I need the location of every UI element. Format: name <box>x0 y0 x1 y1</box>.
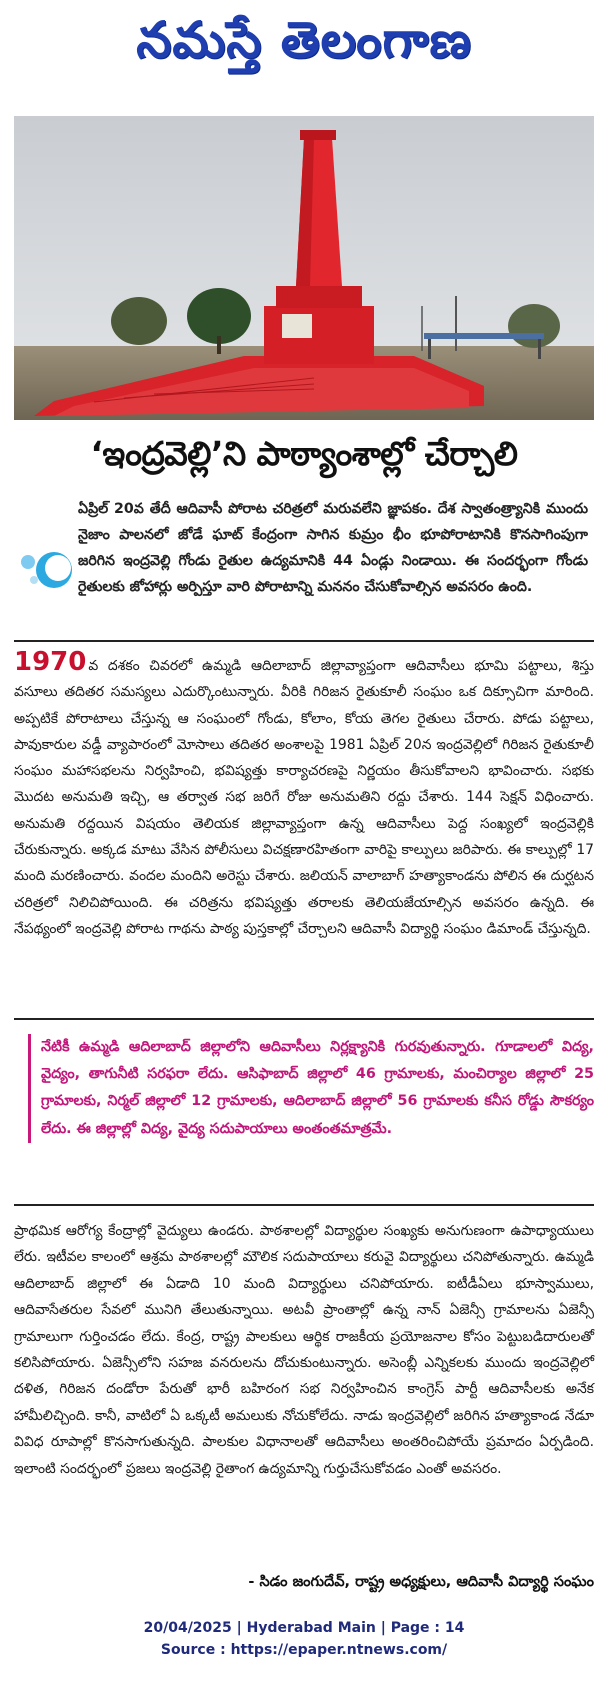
source-link[interactable]: Source : https://epaper.ntnews.com/ <box>160 1642 448 1658</box>
section-divider <box>14 640 594 642</box>
pull-quote <box>28 1034 594 1143</box>
body1-text: వ దశకం చివరలో ఉమ్మడి ఆదిలాబాద్ జిల్లావ్యాప్తంగా ఆదివాసీలు భూమి పట్టాలు, శిస్తు వసూలు తదితర సమస్యలు ఎదుర్కొంటున్నారు. వీరికి గిరిజన రైతుకూలీ సంఘం ఒక దిక్సూచిగా మారింది. అప్పటికే పోరాటాలు చేస్తున్న ఆ సంఘంలో గోండు, కోలాం, కోయ తెగల రైతులు చేరారు. పోడు పట్టాలు, పావుకారుల వడ్డీ వ్యాపారంలో మోసాలు తదితర అంశాలపై 1981 ఏప్రిల్ 20న ఇంద్రవెల్లిలో గిరిజన రైతుకూలీ సంఘం మహాసభలను నిర్వహించి, భవిష్యత్తు కార్యాచరణపై నిర్ణయం తీసుకోవాలని భావించారు. సభకు మొదట అనుమతి ఇచ్చి, ఆ తర్వాత సభ జరిగే రోజు అనుమతిని రద్దు చేశారు. 144 సెక్షన్ విధించారు. అనుమతి రద్దయిన విషయం తెలియక జిల్లావ్యాప్తంగా ఉన్న ఆదివాసీలు పెద్ద సంఖ్యలో ఇంద్రవెల్లికి చేరుకున్నారు. అక్కడ మాటు వేసిన పోలీసులు విచక్షణారహితంగా వారిపై కాల్పులు జరిపారు. ఈ కాల్పుల్లో 17 మంది మరణించారు. వందల మందిని అరెస్టు చేశారు. జలియన్ వాలాబాగ్ హత్యాకాండను పోలిన ఈ దుర్ఘటన చరిత్రలో నిలిచిపోయింది. ఈ చరిత్రను భవిష్యత్తు తరాలకు తెలియజేయాల్సిన అవసరం ఉన్నది. ఈ నేపథ్యంలో ఇంద్రవెల్లి పోరాట గాథను పాఠ్య పుస్తకాల్లో చేర్చాలని ఆదివాసీ విద్యార్థి సంఘం డిమాండ్ చేస్తున్నది. <box>14 658 594 937</box>
decorative-bubbles-icon <box>14 540 74 596</box>
masthead-title: నమస్తే తెలంగాణ <box>136 10 472 69</box>
article-photo <box>14 116 594 420</box>
author-byline: - సిడం జంగుదేవ్, రాష్ట్ర అధ్యక్షులు, ఆదివాసీ విద్యార్థి సంఘం <box>248 1574 594 1590</box>
intro-text: ఏప్రిల్ 20వ తేదీ ఆదివాసీ పోరాట చరిత్రలో మరువలేని జ్ఞాపకం. దేశ స్వాతంత్ర్యానికి ముందు నైజాం పాలనలో జోడే ఘాట్ కేంద్రంగా సాగిన కుమ్రం భీం భూపోరాటానికి కొనసాగింపుగా జరిగిన ఇంద్రవెల్లి గోండు రైతుల ఉద్యమానికి 44 ఏండ్లు నిండాయి. ఈ సందర్భంగా గోండు రైతులకు జోహార్లు అర్పిస్తూ వారి పోరాటాన్ని మననం చేసుకోవాల్సిన అవసరం ఉంది. <box>78 501 588 595</box>
edition-info: 20/04/2025 | Hyderabad Main | Page : 14 <box>143 1620 465 1636</box>
headline-text: ‘ఇంద్రవెల్లి’ని పాఠ్యాంశాల్లో చేర్చాలి <box>90 433 518 473</box>
article-intro <box>78 496 588 600</box>
masthead <box>0 0 608 92</box>
article-body-part2 <box>14 1218 594 1482</box>
pull-quote-text: నేటికీ ఉమ్మడి ఆదిలాబాద్ జిల్లాలోని ఆదివాసీలు నిర్లక్ష్యానికి గురవుతున్నారు. గూడాలలో విద్య, వైద్యం, తాగునీటి సరఫరా లేదు. ఆసిఫాబాద్ జిల్లాలో 46 గ్రామాలకు, మంచిర్యాల జిల్లాలో 25 గ్రామాలకు, నిర్మల్ జిల్లాలో 12 గ్రామాలకు, ఆదిలాబాద్ జిల్లాలో 56 గ్రామాలకు కనీస రోడ్డు సౌకర్యం లేదు. ఈ జిల్లాల్లో విద్య, వైద్య సదుపాయాలు అంతంతమాత్రమే. <box>41 1039 594 1137</box>
body2-text: ప్రాథమిక ఆరోగ్య కేంద్రాల్లో వైద్యులు ఉండరు. పాఠశాలల్లో విద్యార్థుల సంఖ్యకు అనుగుణంగా ఉపాధ్యాయులు లేరు. ఇటీవల కాలంలో ఆశ్రమ పాఠశాలల్లో మౌలిక సదుపాయాలు కరువై విద్యార్థులు చనిపోతున్నారు. ఉమ్మడి ఆదిలాబాద్ జిల్లాలో ఈ ఏడాది 10 మంది విద్యార్థులు చనిపోయారు. ఐటీడీఏలు భూస్వాములు, ఆదివాసేతరుల సేవలో మునిగి తేలుతున్నాయి. అటవీ ప్రాంతాల్లో ఉన్న నాన్ ఏజెన్సీ గ్రామాలను ఏజెన్సీ గ్రామాలుగా గుర్తించడం లేదు. కేంద్ర, రాష్ట్ర పాలకులు ఆర్థిక రాజకీయ ప్రయోజనాల కోసం పెట్టుబడిదారులతో కలిసిపోయారు. ఏజెన్సీలోని సహజ వనరులను దోచుకుంటున్నారు. అసెంబ్లీ ఎన్నికలకు ముందు ఇంద్రవెల్లిలో దళిత, గిరిజన దండోరా పేరుతో భారీ బహిరంగ సభ నిర్వహించిన కాంగ్రెస్ పార్టీ ఆదివాసీలకు అనేక హామీలిచ్చింది. కానీ, వాటిలో ఏ ఒక్కటీ అమలుకు నోచుకోలేదు. నాడు ఇంద్రవెల్లిలో జరిగిన హత్యాకాండ నేడూ వివిధ రూపాల్లో కొనసాగుతున్నది. పాలకుల విధానాలతో ఆదివాసీలు అంతరించిపోయే ప్రమాదం ఏర్పడింది. ఇలాంటి సందర్భంలో ప్రజలు ఇంద్రవెల్లి రైతాంగ ఉద్యమాన్ని గుర్తుచేసుకోవడం ఎంతో అవసరం. <box>14 1223 594 1477</box>
article-headline <box>14 425 594 489</box>
section-divider <box>14 1204 594 1206</box>
dropcap-year: 1970 <box>14 647 87 677</box>
body1-paragraph <box>14 647 594 942</box>
article-body-part1 <box>14 647 594 942</box>
section-divider <box>14 1018 594 1020</box>
